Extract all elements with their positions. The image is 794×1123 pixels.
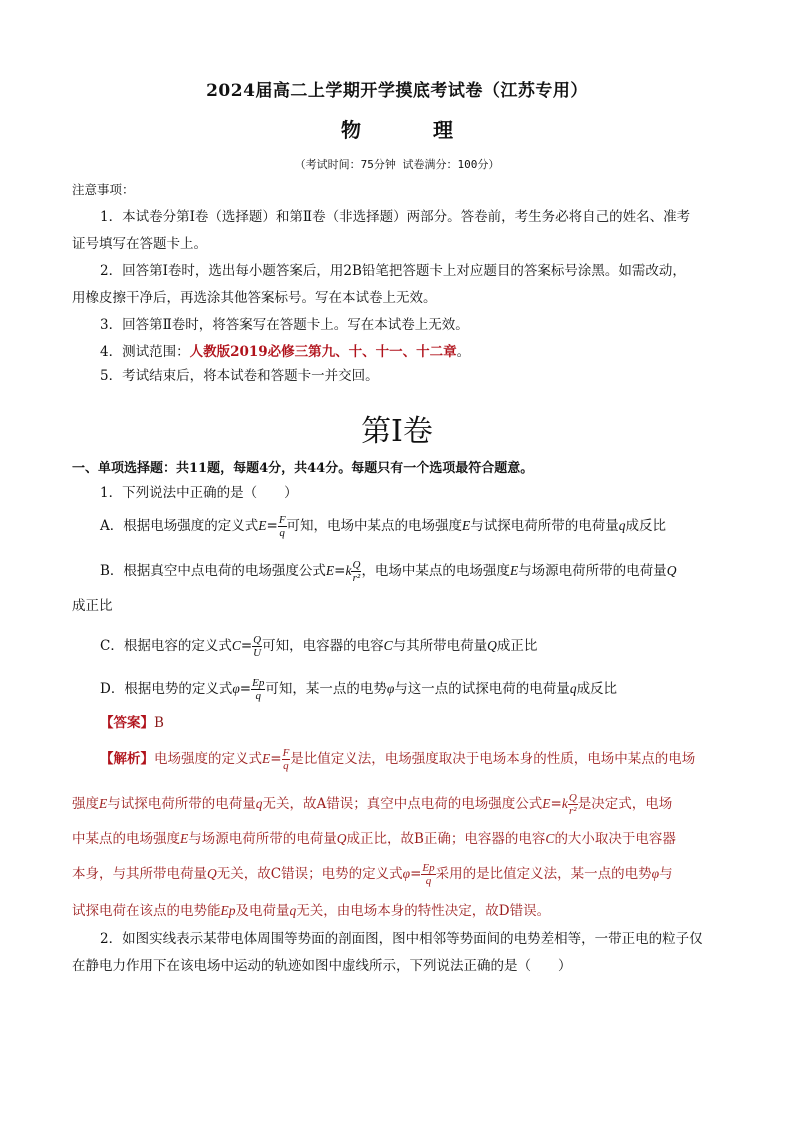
sym-e: E	[99, 796, 108, 811]
answer-value: B	[154, 715, 164, 731]
sym-eq: =	[550, 796, 562, 812]
notice-item-5: 5．考试结束后，将本试卷和答题卡一并交回。	[100, 368, 379, 384]
sym-eq: =	[266, 518, 278, 534]
t: 及电荷量	[235, 903, 290, 919]
t: 是决定式，电场	[577, 796, 673, 812]
q1-c-text: C．根据电容的定义式	[100, 638, 232, 654]
t: 与场源电荷所带的电荷量	[188, 831, 337, 847]
notice-item-3: 3．回答第Ⅱ卷时，将答案写在答题卡上。写在本试卷上无效。	[100, 317, 469, 333]
test-scope: 人教版2019必修三第九、十、十一、十二章	[189, 344, 457, 360]
den: U	[253, 647, 262, 659]
q1-a-text4: 成反比	[625, 518, 667, 534]
num: Ep	[252, 677, 265, 689]
sym-e: E	[462, 518, 471, 533]
num: Ep	[422, 862, 435, 874]
t: 无关，故A错误；真空中点电荷的电场强度公式	[262, 796, 543, 812]
sym-q: q	[255, 796, 263, 811]
q1-b-text2: ，电场中某点的电场强度	[361, 563, 510, 579]
q1-a-text: A．根据电场强度的定义式	[100, 518, 259, 534]
t: 无关，由电场本身的特性决定，故D错误。	[296, 903, 551, 919]
sym-e: E	[258, 518, 267, 533]
sym-eq: =	[410, 866, 422, 882]
sym-q-big: Q	[487, 638, 497, 653]
q1-d-text: D．根据电势的定义式	[100, 681, 233, 697]
q1-answer	[100, 710, 164, 737]
sym-q: q	[289, 903, 297, 918]
t: 中某点的电场强度	[72, 831, 180, 847]
q2-stem-l1: 2．如图实线表示某带电体周围等势面的剖面图，图中相邻等势面间的电势差相等，一带正电的粒子仅	[100, 931, 703, 947]
sym-q-big: Q	[207, 866, 217, 881]
sym-k: k	[345, 563, 352, 578]
notice-item-2b: 用橡皮擦干净后，再选涂其他答案标号。写在本试卷上无效。	[72, 290, 437, 306]
notice-item-1b: 证号填写在答题卡上。	[72, 236, 207, 252]
sym-c: C	[231, 638, 241, 653]
t: 采用的是比值定义法，某一点的电势	[435, 866, 652, 882]
t: 的大小取决于电容器	[554, 831, 676, 847]
q1-option-c	[100, 632, 537, 660]
q1-b-text3: 与场源电荷所带的电荷量	[518, 563, 667, 579]
sym-ep: Ep	[220, 903, 236, 918]
q1-c-text3: 与其所带电荷量	[392, 638, 488, 654]
q2-stem-l2: 在静电力作用下在该电场中运动的轨迹如图中虚线所示，下列说法正确的是（ ）	[72, 958, 572, 974]
q1-option-b-line2: 成正比	[72, 598, 113, 614]
q1-explanation-l3	[72, 825, 676, 853]
den: q	[279, 527, 285, 539]
t: 无关，故C错误；电势的定义式	[216, 866, 403, 882]
formula-ep-over-q	[421, 862, 435, 887]
sym-phi: φ	[651, 866, 660, 881]
sym-eq: =	[239, 681, 252, 697]
q1-stem: 1．下列说法中正确的是（ ）	[100, 485, 298, 501]
formula-f-over-q	[282, 747, 291, 772]
notice-item-4-prefix: 4．测试范围：	[100, 344, 190, 360]
subject-char-2: 理	[433, 118, 453, 142]
q1-d-text2: 可知，某一点的电势	[265, 681, 387, 697]
subject-heading	[0, 114, 794, 143]
den: q	[283, 760, 289, 772]
notice-item-2a: 2．回答第Ⅰ卷时，选出每小题答案后，用2B铅笔把答题卡上对应题目的答案标号涂黑。如需改动，	[100, 263, 686, 279]
q1-c-text2: 可知，电容器的电容	[262, 638, 384, 654]
t: 电场强度的定义式	[154, 751, 262, 767]
formula-q-over-r2	[351, 559, 361, 584]
q1-b-text: B．根据真空中点电荷的电场强度公式	[100, 563, 326, 579]
sym-e: E	[509, 563, 519, 578]
num: Q	[352, 559, 361, 571]
t: 成正比，故B正确；电容器的电容	[346, 831, 546, 847]
sym-c: C	[545, 831, 555, 846]
q1-option-d	[100, 675, 617, 703]
notice-item-1a: 1．本试卷分第Ⅰ卷（选择题）和第Ⅱ卷（非选择题）两部分。答卷前，考生务必将自己的姓名、准考	[100, 209, 691, 225]
sym-phi: φ	[386, 681, 395, 696]
den: q	[255, 690, 261, 702]
sym-k: k	[561, 796, 568, 811]
num: F	[278, 514, 286, 526]
den: r²	[352, 572, 361, 584]
sym-phi: φ	[402, 866, 411, 881]
q1-explanation-l4	[72, 860, 673, 888]
q1-option-b	[100, 557, 676, 585]
sym-eq: =	[240, 638, 253, 654]
formula-f-over-q	[278, 514, 287, 539]
num: Q	[253, 634, 262, 646]
notice-item-4-suffix: 。	[456, 344, 471, 360]
sym-c: C	[383, 638, 393, 653]
sym-eq: =	[270, 751, 282, 767]
num: Q	[568, 792, 577, 804]
subject-char-1: 物	[341, 118, 361, 142]
exam-time-info: （考试时间：75分钟 试卷满分：100分）	[294, 158, 500, 171]
sym-e: E	[180, 831, 189, 846]
num: F	[282, 747, 290, 759]
explanation-label: 【解析】	[100, 751, 154, 767]
sym-q-big: Q	[666, 563, 677, 578]
t: 与	[659, 866, 673, 882]
sym-phi: φ	[232, 681, 240, 696]
formula-q-over-u	[252, 634, 262, 659]
q1-a-text2: 可知，电场中某点的电场强度	[286, 518, 463, 534]
sym-e: E	[325, 563, 335, 578]
section-1-heading: 一、单项选择题：共11题，每题4分，共44分。每题只有一个选项最符合题意。	[72, 461, 534, 476]
formula-q-over-r2	[568, 792, 578, 817]
t: 是比值定义法，电场强度取决于电场本身的性质，电场中某点的电场	[290, 751, 696, 767]
q1-d-text4: 成反比	[576, 681, 618, 697]
den: q	[425, 875, 432, 887]
exam-title: 2024届高二上学期开学摸底考试卷（江苏专用）	[206, 81, 588, 101]
q1-a-text3: 与试探电荷所带的电荷量	[470, 518, 619, 534]
t: 强度	[72, 796, 99, 812]
q1-option-a	[100, 512, 666, 540]
notice-heading: 注意事项：	[72, 182, 135, 197]
q1-explanation-l2	[72, 790, 672, 818]
t: 本身，与其所带电荷量	[72, 866, 207, 882]
sym-q-big: Q	[336, 831, 347, 846]
sym-eq: =	[334, 563, 346, 579]
den: r²	[568, 805, 577, 817]
q1-explanation-l5	[72, 897, 550, 925]
sym-e: E	[262, 751, 271, 766]
sym-q: q	[569, 681, 577, 696]
sym-e: E	[542, 796, 551, 811]
q1-c-text4: 成正比	[496, 638, 538, 654]
q1-d-text3: 与这一点的试探电荷的电荷量	[394, 681, 570, 697]
t: 与试探电荷所带的电荷量	[107, 796, 256, 812]
t: 试探电荷在该点的电势能	[72, 903, 221, 919]
volume-title: 第Ⅰ卷	[361, 415, 433, 448]
sym-q: q	[618, 518, 626, 533]
answer-label: 【答案】	[100, 715, 154, 731]
q1-explanation-l1	[100, 745, 695, 773]
formula-ep-over-q	[251, 677, 265, 702]
notice-item-4	[100, 339, 470, 366]
